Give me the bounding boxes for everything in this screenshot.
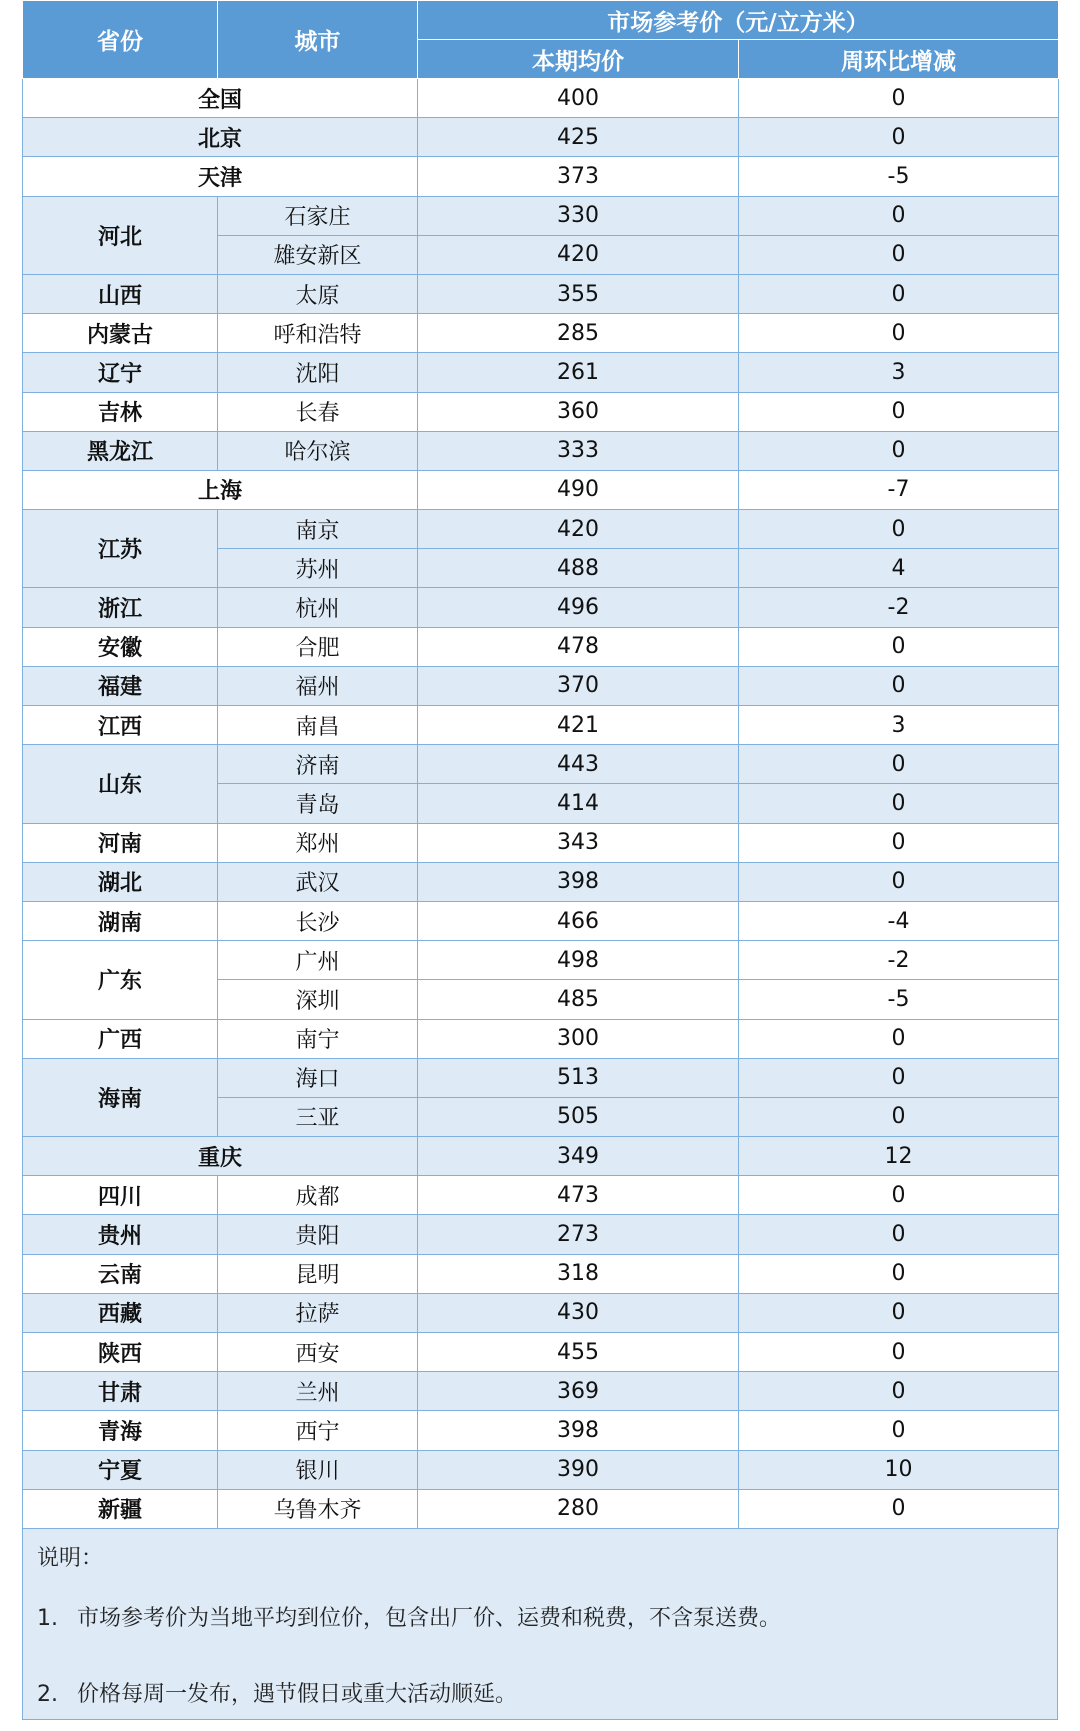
header-market-price: 市场参考价（元/立方米）: [418, 1, 1059, 40]
cell-wow-change: 3: [739, 353, 1059, 392]
cell-province: 重庆: [23, 1137, 418, 1176]
cell-wow-change: -2: [739, 588, 1059, 627]
cell-avg-price: 280: [418, 1489, 739, 1528]
cell-city: 兰州: [218, 1372, 418, 1411]
cell-province: 新疆: [23, 1489, 218, 1528]
cell-wow-change: 0: [739, 862, 1059, 901]
table-body: [23, 79, 1059, 1529]
cell-province: 内蒙古: [23, 314, 218, 353]
cell-province: 陕西: [23, 1333, 218, 1372]
cell-avg-price: 373: [418, 157, 739, 196]
cell-province: 吉林: [23, 392, 218, 431]
cell-city: 沈阳: [218, 353, 418, 392]
cell-avg-price: 370: [418, 666, 739, 705]
table-row: [23, 745, 1059, 784]
cell-province: 黑龙江: [23, 431, 218, 470]
cell-wow-change: -4: [739, 901, 1059, 940]
table-row: [23, 1450, 1059, 1489]
cell-province: 湖北: [23, 862, 218, 901]
cell-avg-price: 261: [418, 353, 739, 392]
cell-avg-price: 390: [418, 1450, 739, 1489]
cell-province: 天津: [23, 157, 418, 196]
notes-title: 说明：: [37, 1545, 104, 1571]
cell-city: 太原: [218, 274, 418, 313]
cell-avg-price: 300: [418, 1019, 739, 1058]
cell-city: 南昌: [218, 706, 418, 745]
table-row: [23, 1411, 1059, 1450]
cell-wow-change: 0: [739, 1254, 1059, 1293]
cell-avg-price: 355: [418, 274, 739, 313]
cell-wow-change: 0: [739, 1372, 1059, 1411]
cell-avg-price: 421: [418, 706, 739, 745]
cell-avg-price: 398: [418, 862, 739, 901]
cell-avg-price: 333: [418, 431, 739, 470]
cell-wow-change: 0: [739, 627, 1059, 666]
cell-province: 河北: [23, 196, 218, 274]
cell-city: 杭州: [218, 588, 418, 627]
cell-avg-price: 505: [418, 1097, 739, 1136]
cell-province: 贵州: [23, 1215, 218, 1254]
cell-city: 成都: [218, 1176, 418, 1215]
cell-avg-price: 400: [418, 79, 739, 118]
cell-wow-change: 0: [739, 1489, 1059, 1528]
cell-city: 福州: [218, 666, 418, 705]
table-row: [23, 196, 1059, 235]
cell-avg-price: 496: [418, 588, 739, 627]
cell-wow-change: 12: [739, 1137, 1059, 1176]
table-row: [23, 823, 1059, 862]
cell-avg-price: 285: [418, 314, 739, 353]
header-avg-price: 本期均价: [418, 40, 739, 79]
table-row: [23, 274, 1059, 313]
cell-province: 甘肃: [23, 1372, 218, 1411]
note-number: 1.: [37, 1605, 58, 1631]
cell-wow-change: 4: [739, 549, 1059, 588]
cell-province: 山西: [23, 274, 218, 313]
cell-city: 深圳: [218, 980, 418, 1019]
cell-city: 石家庄: [218, 196, 418, 235]
cell-avg-price: 318: [418, 1254, 739, 1293]
cell-province: 浙江: [23, 588, 218, 627]
table-row: [23, 901, 1059, 940]
notes-section: [22, 1529, 1058, 1720]
cell-wow-change: 0: [739, 1176, 1059, 1215]
cell-wow-change: 0: [739, 1411, 1059, 1450]
note-text: 市场参考价为当地平均到位价，包含出厂价、运费和税费，不含泵送费。: [77, 1605, 782, 1631]
cell-province: 青海: [23, 1411, 218, 1450]
table-row: [23, 79, 1059, 118]
cell-wow-change: 0: [739, 1293, 1059, 1332]
cell-wow-change: 0: [739, 784, 1059, 823]
cell-province: 江苏: [23, 510, 218, 588]
cell-avg-price: 455: [418, 1333, 739, 1372]
table-row: [23, 157, 1059, 196]
table-row: [23, 1215, 1059, 1254]
cell-city: 西宁: [218, 1411, 418, 1450]
cell-avg-price: 420: [418, 510, 739, 549]
cell-city: 合肥: [218, 627, 418, 666]
cell-province: 北京: [23, 118, 418, 157]
cell-province: 辽宁: [23, 353, 218, 392]
price-table-container: [22, 0, 1058, 1720]
cell-wow-change: 0: [739, 1097, 1059, 1136]
cell-avg-price: 473: [418, 1176, 739, 1215]
cell-wow-change: 0: [739, 79, 1059, 118]
table-row: [23, 666, 1059, 705]
cell-city: 昆明: [218, 1254, 418, 1293]
cell-wow-change: 0: [739, 235, 1059, 274]
table-row: [23, 392, 1059, 431]
header-province: 省份: [23, 1, 218, 79]
cell-avg-price: 420: [418, 235, 739, 274]
cell-city: 苏州: [218, 549, 418, 588]
cell-wow-change: 0: [739, 666, 1059, 705]
cell-city: 雄安新区: [218, 235, 418, 274]
cell-wow-change: -2: [739, 941, 1059, 980]
cell-province: 广西: [23, 1019, 218, 1058]
cell-province: 西藏: [23, 1293, 218, 1332]
cell-wow-change: 3: [739, 706, 1059, 745]
table-row: [23, 1058, 1059, 1097]
table-row: [23, 1176, 1059, 1215]
cell-province: 河南: [23, 823, 218, 862]
note-item: [37, 1601, 781, 1632]
cell-avg-price: 466: [418, 901, 739, 940]
cell-city: 哈尔滨: [218, 431, 418, 470]
cell-province: 海南: [23, 1058, 218, 1136]
note-number: 2.: [37, 1681, 58, 1707]
table-row: [23, 314, 1059, 353]
cell-province: 山东: [23, 745, 218, 823]
table-row: [23, 1293, 1059, 1332]
table-row: [23, 1019, 1059, 1058]
cell-wow-change: 0: [739, 510, 1059, 549]
cell-wow-change: 0: [739, 745, 1059, 784]
cell-avg-price: 430: [418, 1293, 739, 1332]
cell-avg-price: 349: [418, 1137, 739, 1176]
table-row: [23, 118, 1059, 157]
cell-wow-change: 0: [739, 1019, 1059, 1058]
cell-avg-price: 513: [418, 1058, 739, 1097]
cell-province: 宁夏: [23, 1450, 218, 1489]
cell-city: 长春: [218, 392, 418, 431]
note-text: 价格每周一发布，遇节假日或重大活动顺延。: [77, 1681, 518, 1707]
cell-city: 广州: [218, 941, 418, 980]
cell-avg-price: 369: [418, 1372, 739, 1411]
table-row: [23, 470, 1059, 509]
cell-wow-change: 0: [739, 392, 1059, 431]
cell-wow-change: 0: [739, 1058, 1059, 1097]
cell-avg-price: 443: [418, 745, 739, 784]
cell-wow-change: 0: [739, 274, 1059, 313]
cell-city: 青岛: [218, 784, 418, 823]
table-row: [23, 1489, 1059, 1528]
cell-avg-price: 485: [418, 980, 739, 1019]
table-row: [23, 941, 1059, 980]
cell-city: 长沙: [218, 901, 418, 940]
cell-wow-change: 0: [739, 1333, 1059, 1372]
cell-city: 贵阳: [218, 1215, 418, 1254]
cell-avg-price: 398: [418, 1411, 739, 1450]
cell-avg-price: 360: [418, 392, 739, 431]
table-row: [23, 588, 1059, 627]
cell-city: 银川: [218, 1450, 418, 1489]
cell-avg-price: 478: [418, 627, 739, 666]
cell-avg-price: 490: [418, 470, 739, 509]
table-header: [23, 1, 1059, 79]
cell-city: 南京: [218, 510, 418, 549]
header-city: 城市: [218, 1, 418, 79]
table-row: [23, 1254, 1059, 1293]
table-row: [23, 1372, 1059, 1411]
table-row: [23, 510, 1059, 549]
note-item: [37, 1677, 517, 1708]
cell-province: 江西: [23, 706, 218, 745]
cell-wow-change: 0: [739, 1215, 1059, 1254]
cell-city: 拉萨: [218, 1293, 418, 1332]
cell-city: 济南: [218, 745, 418, 784]
cell-city: 武汉: [218, 862, 418, 901]
cell-wow-change: 0: [739, 823, 1059, 862]
cell-city: 乌鲁木齐: [218, 1489, 418, 1528]
cell-wow-change: 0: [739, 314, 1059, 353]
cell-city: 西安: [218, 1333, 418, 1372]
cell-city: 海口: [218, 1058, 418, 1097]
cell-wow-change: 0: [739, 118, 1059, 157]
table-row: [23, 706, 1059, 745]
cell-province: 全国: [23, 79, 418, 118]
table-row: [23, 431, 1059, 470]
cell-avg-price: 330: [418, 196, 739, 235]
cell-wow-change: -5: [739, 157, 1059, 196]
header-wow-change: 周环比增减: [739, 40, 1059, 79]
cell-city: 三亚: [218, 1097, 418, 1136]
cell-avg-price: 343: [418, 823, 739, 862]
cell-avg-price: 414: [418, 784, 739, 823]
table-row: [23, 862, 1059, 901]
cell-province: 上海: [23, 470, 418, 509]
price-table: [22, 0, 1059, 1529]
cell-province: 湖南: [23, 901, 218, 940]
cell-avg-price: 498: [418, 941, 739, 980]
cell-city: 南宁: [218, 1019, 418, 1058]
cell-avg-price: 488: [418, 549, 739, 588]
cell-city: 郑州: [218, 823, 418, 862]
cell-wow-change: 0: [739, 431, 1059, 470]
cell-wow-change: 10: [739, 1450, 1059, 1489]
cell-wow-change: -5: [739, 980, 1059, 1019]
cell-avg-price: 273: [418, 1215, 739, 1254]
cell-province: 云南: [23, 1254, 218, 1293]
cell-province: 四川: [23, 1176, 218, 1215]
cell-province: 福建: [23, 666, 218, 705]
cell-wow-change: 0: [739, 196, 1059, 235]
cell-province: 广东: [23, 941, 218, 1019]
table-row: [23, 1333, 1059, 1372]
table-row: [23, 1137, 1059, 1176]
table-row: [23, 353, 1059, 392]
cell-wow-change: -7: [739, 470, 1059, 509]
cell-avg-price: 425: [418, 118, 739, 157]
cell-city: 呼和浩特: [218, 314, 418, 353]
table-row: [23, 627, 1059, 666]
cell-province: 安徽: [23, 627, 218, 666]
